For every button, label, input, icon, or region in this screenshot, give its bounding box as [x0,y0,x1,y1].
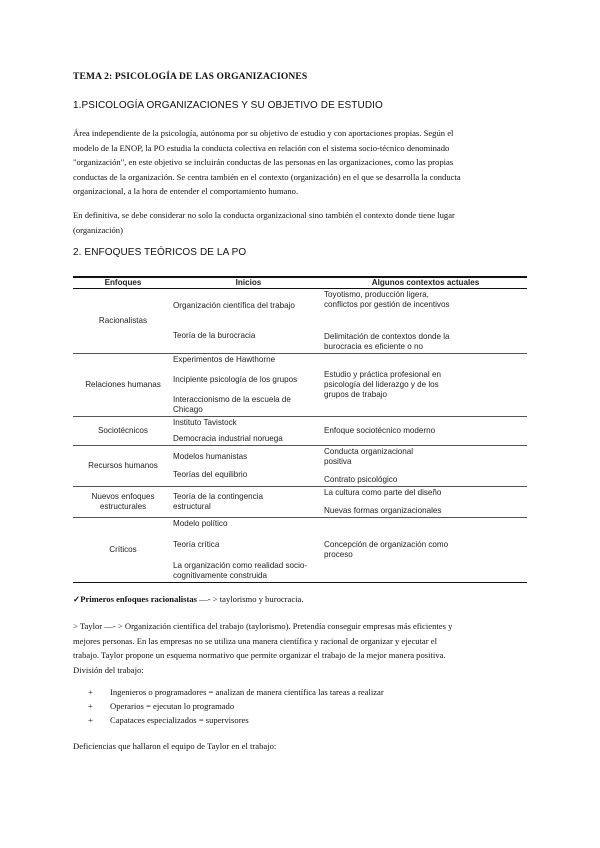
table-cell-contexto: La cultura como parte del diseño [324,488,442,497]
table-header: Enfoques [73,277,173,289]
text-line: organizacional, a la hora de entender el comportamiento humano. [73,186,299,196]
text-line: "organización", en este objetivo se incluirán conductas de las personas en las organizaciones, como las propias [73,157,454,167]
table-cell-contexto: Estudio y práctica profesional en psicología del liderazgo y de los grupos de trabajo [324,370,441,399]
table-cell-contexto: Enfoque sociotécnico moderno [324,417,527,446]
table-row [73,518,527,583]
table-cell-contexto: Conducta organizacional positiva [324,447,414,466]
table-cell-contexto: Toyotismo, producción ligera, conflictos por gestión de incentivos [324,290,450,309]
table-cell-contexto: Contrato psicológico [324,475,398,484]
check-line-bold: ✓Primeros enfoques racionalistas [73,594,198,604]
taylor-paragraph [73,619,528,677]
table-header-row [73,277,527,289]
section2-heading: 2. ENFOQUES TEÓRICOS DE LA PO [73,247,247,258]
table-cell-inicio: Instituto Tavistock [173,418,237,427]
table-cell-inicio: Organización científica del trabajo [173,301,295,310]
table-cell-contexto: Concepción de organización como proceso [324,540,449,559]
table-cell-enfoque: Sociotécnicos [73,417,173,446]
table-cell-inicio: Teoría crítica [173,540,220,549]
text-line: Área independiente de la psicología, autónoma por su objetivo de estudio y con aportaciones propias. Según el [73,128,454,138]
table-row [73,354,527,417]
section1-paragraph-1 [73,126,528,199]
text-line: conductas de la organización. Se centra también en el contexto (organización) en el que se desarrolla la conducta [73,171,461,182]
table-cell-enfoque: Racionalistas [73,289,173,354]
table-cell-inicio: Interaccionismo de la escuela de Chicago [173,395,291,414]
text-line: trabajo. Taylor propone un esquema normativo que permite organizar el trabajo de la mejor manera positiva. [73,650,446,660]
text-line: División del trabajo: [73,664,144,675]
table-cell-inicio: Experimentos de Hawthorne [173,355,276,364]
table-cell-inicio: Democracia industrial noruega [173,434,283,443]
list-item: + Capataces especializados = supervisores [88,715,249,725]
text-line: En definitiva, se debe considerar no solo la conducta organizacional sino también el contexto donde tiene lugar [73,210,455,220]
table-row [73,446,527,487]
section1-heading: 1.PSICOLOGÍA ORGANIZACIONES Y SU OBJETIVO DE ESTUDIO [73,100,383,111]
table-cell-inicio: Modelos humanistas [173,452,248,461]
table-row [73,289,527,354]
table-cell-inicio: Teoría de la contingencia estructural [173,492,263,511]
section1-paragraph-2 [73,208,528,237]
table-cell-enfoque: Nuevos enfoques estructurales [91,492,155,511]
table-row [73,417,527,446]
list-item: + Ingenieros o programadores = analizan de manera científica las tareas a realizar [88,687,384,697]
division-trabajo-list [88,685,384,727]
deficiencias-line: Deficiencias que hallaron el equipo de Taylor en el trabajo: [73,741,277,751]
bullet-marker: + [88,687,93,697]
table-header: Algunos contextos actuales [324,277,527,289]
table-row [73,487,527,518]
table-cell-contexto: Nuevas formas organizacionales [324,506,442,515]
table-header: Inicios [173,277,324,289]
check-line [73,594,304,605]
text-line: mejores personas. En las empresas no se utiliza una manera científica y racional de organizar y ejecutar el [73,635,437,646]
list-item: + Operarios = ejecutan lo programado [88,701,235,711]
table-cell-inicio: Teorías del equilibrio [173,470,248,479]
table-cell-inicio: La organización como realidad socio-cognitivamente construida [173,561,308,580]
text-line: modelo de la ENOP, la PO estudia la conducta colectiva en relación con el sistema socio-técnico denominado [73,142,450,153]
text-line: (organización) [73,224,123,235]
table-cell-inicio: Incipiente psicología de los grupos [173,375,298,384]
table-cell-contexto: Delimitación de contextos donde la burocracia es eficiente o no [324,332,450,351]
table-cell-enfoque: Críticos [73,518,173,583]
bullet-marker: + [88,715,93,725]
text-line: > Taylor —- > Organización científica del trabajo (taylorismo). Pretendía conseguir empresas más eficientes y [73,621,453,631]
table-cell-enfoque: Relaciones humanas [73,354,173,417]
enfoques-table [73,276,527,583]
bullet-marker: + [88,701,93,711]
table-cell-inicio: Modelo político [173,519,228,528]
check-line-rest: —- > taylorismo y burocracia. [197,594,304,604]
table-cell-inicio: Teoría de la burocracia [173,331,256,340]
page-title: TEMA 2: PSICOLOGÍA DE LAS ORGANIZACIONES [73,72,308,82]
table-cell-enfoque: Recursos humanos [73,446,173,487]
